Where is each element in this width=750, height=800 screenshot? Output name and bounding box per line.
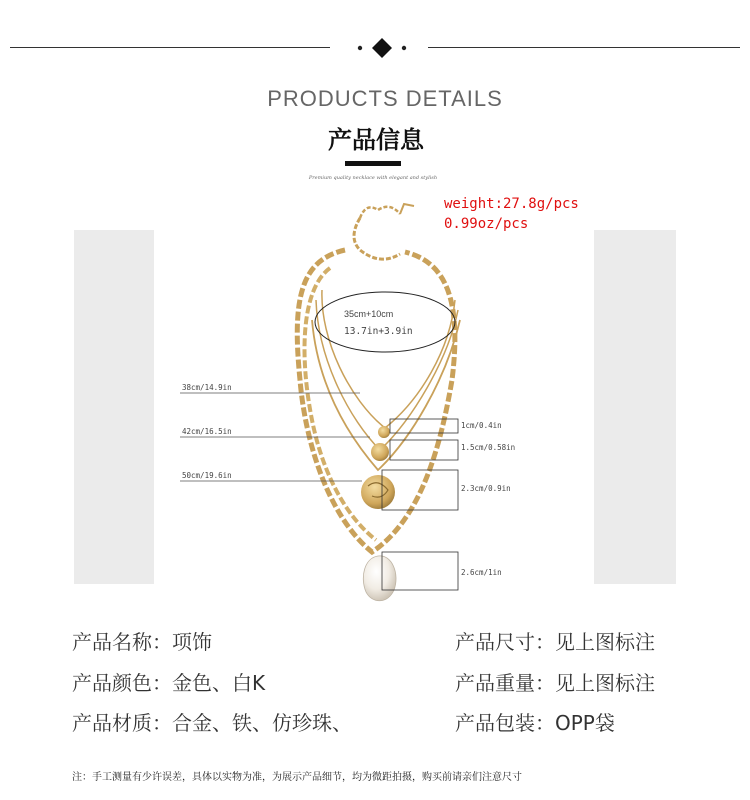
info-value: 金色、白K bbox=[172, 671, 266, 695]
title-en: PRODUCTS DETAILS bbox=[267, 86, 503, 111]
pendant-size-3: 2.3cm/0.9in bbox=[461, 484, 511, 493]
info-label: 产品包装： bbox=[455, 711, 555, 735]
title-cn: 产品信息 bbox=[328, 126, 424, 154]
info-value: 合金、铁、仿珍珠、 bbox=[172, 711, 352, 735]
length-label-2: 42cm/16.5in bbox=[182, 427, 232, 436]
info-value: OPP袋 bbox=[555, 711, 615, 735]
length-label-1: 38cm/14.9in bbox=[182, 383, 232, 392]
info-label: 产品重量： bbox=[455, 671, 555, 695]
weight-grams: weight:27.8g/pcs bbox=[444, 196, 579, 212]
info-packaging bbox=[455, 707, 615, 736]
weight-ounces: 0.99oz/pcs bbox=[444, 216, 529, 232]
chain-length-cm: 35cm+10cm bbox=[344, 309, 394, 319]
info-value: 见上图标注 bbox=[555, 671, 655, 695]
info-label: 产品名称： bbox=[72, 630, 172, 654]
pendant-size-2: 1.5cm/0.58in bbox=[461, 443, 516, 452]
tiny-script-caption: Premium quality necklace with elegant and stylish bbox=[308, 175, 438, 181]
info-value: 见上图标注 bbox=[555, 630, 655, 654]
chain-length-inch: 13.7in+3.9in bbox=[344, 326, 413, 337]
pendant-size-1: 1cm/0.4in bbox=[461, 421, 502, 430]
info-name bbox=[72, 626, 212, 655]
footnote: 注：手工测量有少许误差，具体以实物为准，为展示产品细节，均为微距拍摄，购买前请亲们注意尺寸 bbox=[72, 772, 522, 783]
info-value: 项饰 bbox=[172, 630, 212, 654]
info-material bbox=[72, 707, 352, 736]
info-weight bbox=[455, 667, 655, 696]
info-color bbox=[72, 667, 265, 696]
length-label-3: 50cm/19.6in bbox=[182, 471, 232, 480]
pendant-size-4: 2.6cm/1in bbox=[461, 568, 502, 577]
info-label: 产品材质： bbox=[72, 711, 172, 735]
info-size bbox=[455, 626, 655, 655]
info-label: 产品尺寸： bbox=[455, 630, 555, 654]
info-label: 产品颜色： bbox=[72, 671, 172, 695]
